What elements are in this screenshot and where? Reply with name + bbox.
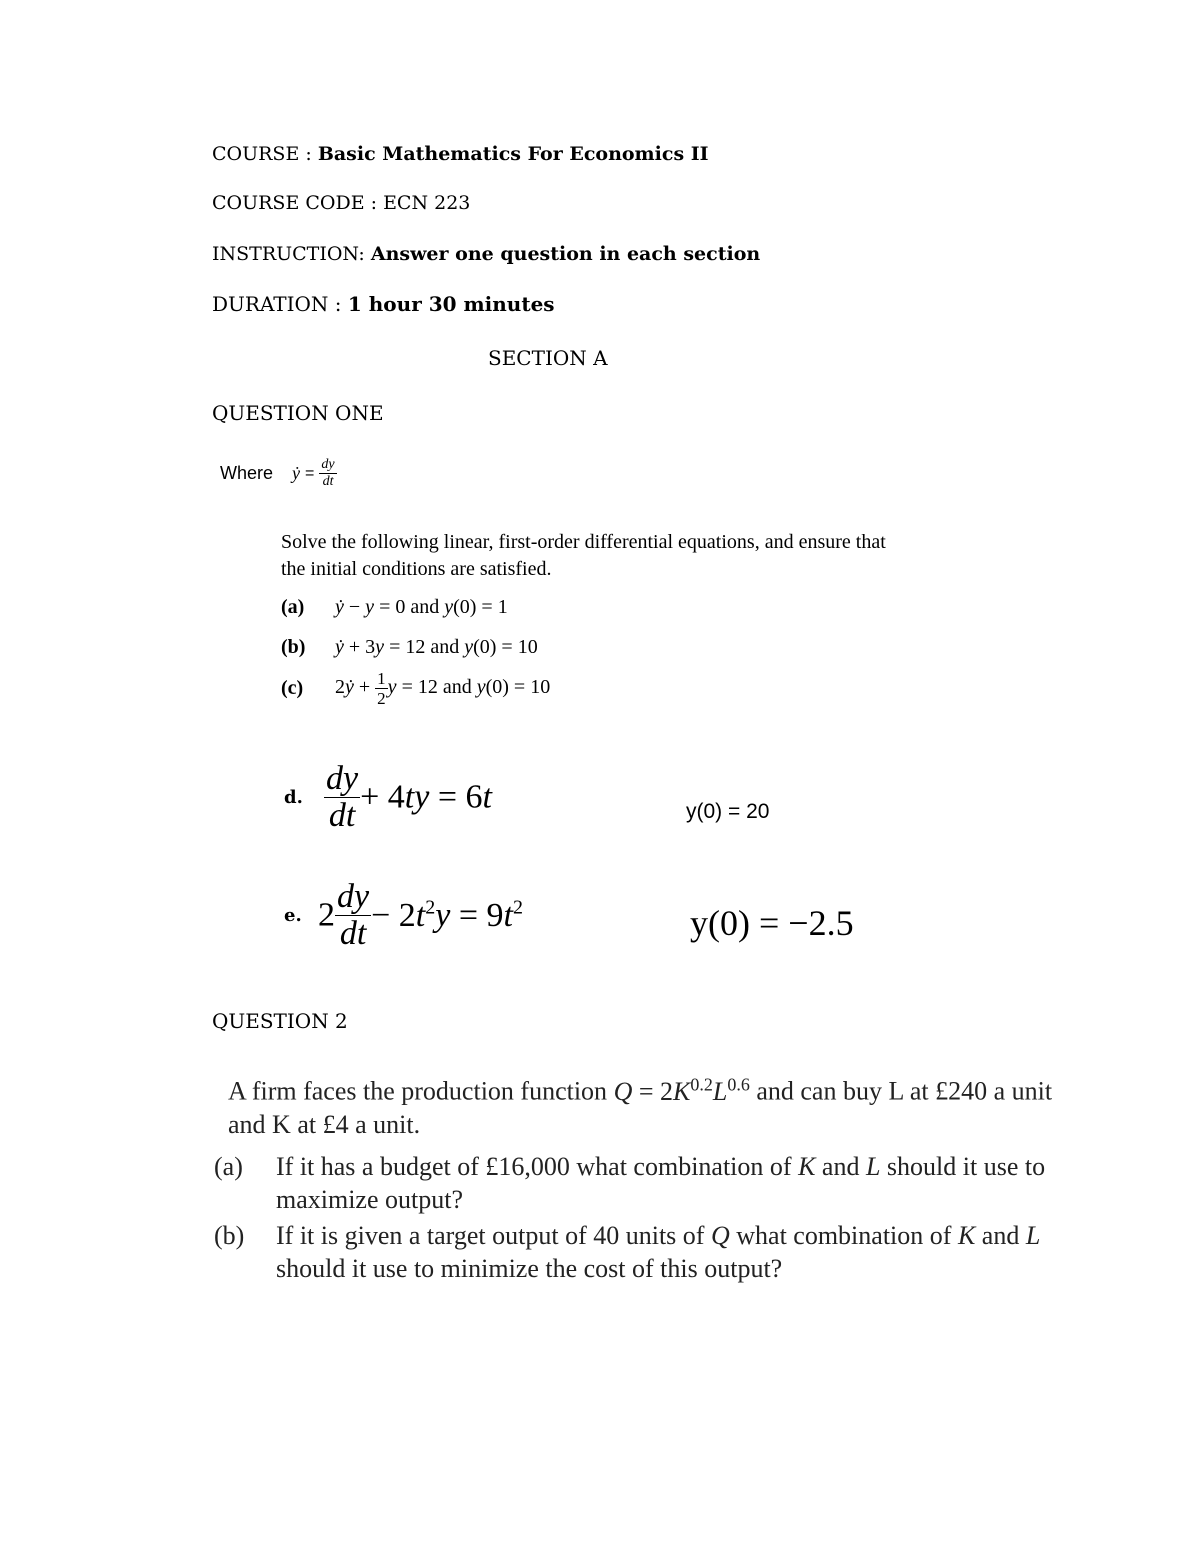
duration-label: DURATION :: [212, 292, 348, 316]
q2-b-label: (b): [214, 1221, 245, 1250]
equation-d: [284, 762, 492, 833]
intro-line-1: Solve the following linear, first-order differential equations, and ensure that: [281, 531, 886, 553]
q2-a-line-2: maximize output?: [276, 1185, 464, 1214]
q2-b-mid: what combination of: [736, 1221, 952, 1250]
equation-d-condition: y(0) = 20: [686, 800, 770, 823]
equation-b-text: ẏ + 3y = 12 and y(0) = 10: [335, 636, 538, 658]
where-label: Where: [220, 463, 274, 483]
q2-a-prefix: If it has a budget of £16,000 what combination of: [276, 1152, 792, 1181]
question-two-intro: [228, 1068, 1052, 1141]
equation-b: [281, 636, 538, 659]
q2-b-prefix: If it is given a target output of 40 units of: [276, 1221, 705, 1250]
question-two-title: QUESTION 2: [212, 1009, 348, 1033]
course-label: COURSE :: [212, 143, 318, 165]
section-a-heading: SECTION A: [488, 346, 608, 370]
q2-intro-part2: and can buy L at £240 a unit: [756, 1076, 1053, 1106]
equation-c: [281, 670, 550, 707]
q2-intro-line-2: and K at £4 a unit.: [228, 1109, 421, 1139]
equation-e-label: e.: [284, 905, 302, 926]
equation-c-label: (c): [281, 677, 304, 699]
course-code-value: ECN 223: [383, 192, 471, 214]
equation-d-fraction: $\frac{dy}{dt}$: [326, 760, 359, 834]
instruction-value: Answer one question in each section: [370, 243, 761, 265]
q2-b-line-2: should it use to minimize the cost of this output?: [276, 1254, 783, 1283]
equation-e-fraction: $\frac{dy}{dt}$: [337, 878, 370, 952]
ydot-symbol: ẏ: [292, 463, 301, 483]
question-one-intro: [281, 529, 886, 583]
equation-a-text: ẏ − y = 0 and y(0) = 1: [335, 596, 508, 618]
equals-sign: =: [305, 464, 315, 482]
duration-value: 1 hour 30 minutes: [347, 292, 555, 316]
question-one-title: QUESTION ONE: [212, 401, 384, 425]
equation-e-condition: y(0) = −2.5: [690, 903, 854, 943]
production-function: $Q = 2K^{0.2}L^{0.6}$: [613, 1074, 750, 1106]
course-code-label: COURSE CODE :: [212, 192, 384, 214]
course-value: Basic Mathematics For Economics II: [317, 143, 709, 165]
instruction-line: [212, 243, 760, 265]
equation-e-lhs: 2: [318, 896, 335, 934]
course-code-line: [212, 192, 470, 214]
question-two-part-b: (b) If it is given a target output of 40 units of Q what combination of K and L should it use to minimize the cost of this output?: [214, 1221, 1041, 1283]
equation-c-text: 2ẏ + $\frac{1}{2}$ y = 12 and y(0) = 10: [335, 669, 551, 708]
duration-line: [212, 292, 555, 316]
q2-a-label: (a): [214, 1152, 243, 1181]
equation-e: [284, 880, 523, 951]
q2-intro-line-1: [228, 1068, 1052, 1108]
where-definition: [220, 458, 337, 489]
dy-dt-fraction: $\frac{dy}{dt}$: [321, 457, 335, 489]
equation-a-label: (a): [281, 596, 305, 618]
question-two-part-a: (a) If it has a budget of £16,000 what combination of K and L should it use to maximize output?: [214, 1152, 1046, 1214]
equation-e-rhs: − $2t^2y = 9t^2$: [371, 896, 523, 934]
q2-intro-part1: A firm faces the production function: [228, 1076, 608, 1106]
equation-b-label: (b): [281, 636, 306, 658]
equation-d-label: d.: [284, 787, 303, 808]
intro-line-2: the initial conditions are satisfied.: [281, 558, 552, 580]
equation-d-rhs: + 4ty = 6t: [360, 778, 492, 816]
course-line: [212, 143, 709, 165]
equation-a: [281, 596, 508, 619]
instruction-label: INSTRUCTION:: [212, 243, 371, 265]
